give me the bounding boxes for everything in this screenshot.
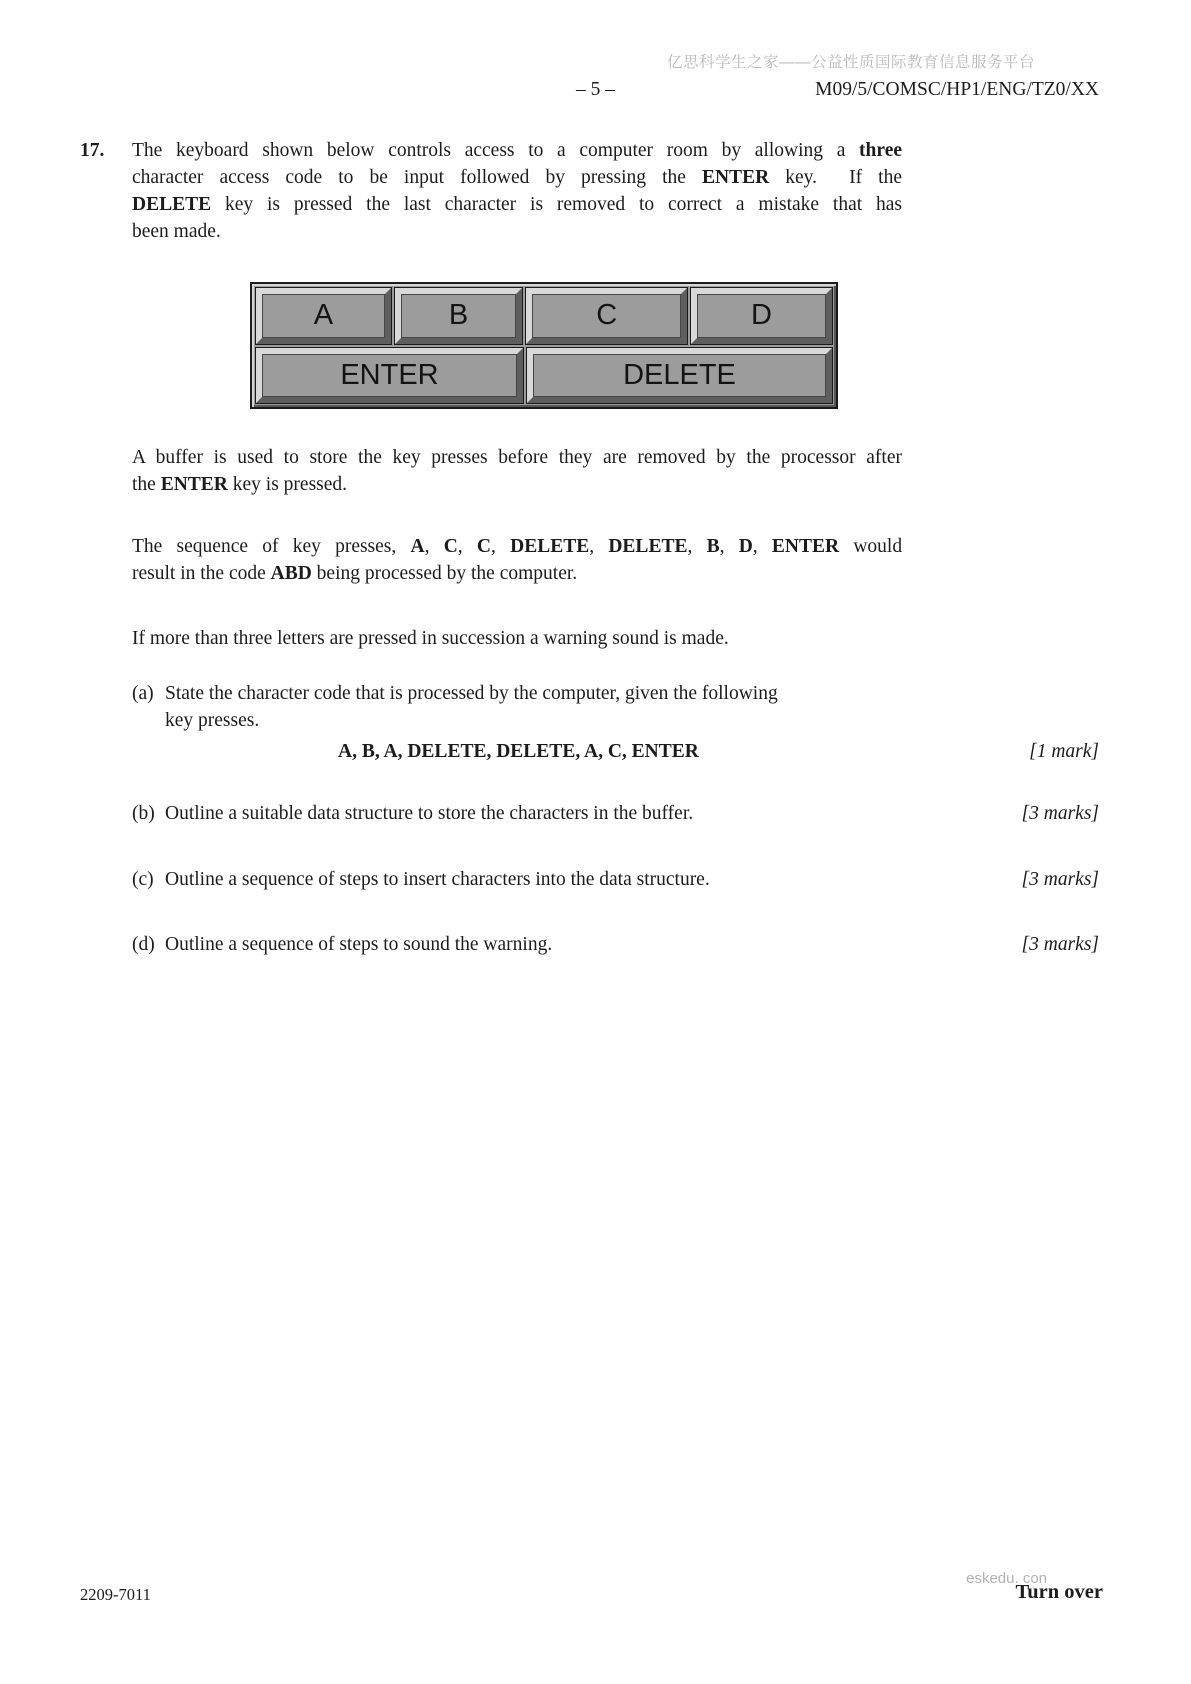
text: result in the code (132, 563, 271, 584)
bold-text: C (443, 536, 458, 557)
part-b-text: Outline a suitable data structure to store the characters in the buffer. (165, 803, 694, 824)
text: would (839, 536, 903, 557)
text: If more than three letters are pressed in succession a warning sound is made. (132, 628, 729, 649)
key-label: B (448, 299, 469, 332)
text-line (132, 471, 902, 498)
text: , (719, 536, 739, 557)
part-c-mark: [3 marks] (1021, 869, 1099, 890)
text-line (132, 533, 902, 560)
keyboard-key-a (256, 288, 391, 344)
bold-text: ENTER (160, 474, 228, 495)
key-label: D (751, 299, 772, 332)
bold-text: ABD (270, 563, 312, 584)
bold-text: D (738, 536, 753, 557)
text: , (457, 536, 477, 557)
key-label: C (596, 299, 618, 332)
text: the (132, 474, 161, 495)
bold-text: ENTER (771, 536, 840, 557)
text: The keyboard shown below controls access to a computer room by allowing a (132, 140, 860, 161)
keyboard-figure (250, 282, 838, 409)
paper-code: M09/5/COMSC/HP1/ENG/TZ0/XX (815, 79, 1099, 100)
bold-text: C (476, 536, 491, 557)
text-line (132, 218, 902, 245)
bold-text: DELETE (510, 536, 590, 557)
keyboard-key-delete (527, 348, 832, 404)
keyboard-function-row (256, 348, 832, 404)
text-line (132, 625, 902, 652)
part-a-text (165, 680, 901, 734)
keyboard-key-d (691, 288, 832, 344)
text-line (132, 444, 902, 471)
part-c-text: Outline a sequence of steps to insert characters into the data structure. (165, 869, 710, 890)
text-line: State the character code that is processed by the computer, given the following (165, 683, 778, 704)
part-d-mark: [3 marks] (1021, 934, 1099, 955)
text-line (132, 164, 902, 191)
part-c-label: (c) (132, 869, 154, 890)
part-d-label: (d) (132, 934, 155, 955)
text: , (687, 536, 707, 557)
text: , (424, 536, 444, 557)
question-intro (132, 137, 902, 245)
key-label: A (313, 299, 334, 332)
text: key. If the (769, 167, 902, 188)
question-number: 17. (80, 140, 105, 161)
part-a-mark: [1 mark] (1029, 741, 1099, 762)
keyboard-key-enter (256, 348, 523, 404)
bold-text: three (859, 140, 902, 161)
bold-text: DELETE (608, 536, 688, 557)
text: , (589, 536, 609, 557)
keyboard-key-b (395, 288, 523, 344)
text-line (132, 191, 902, 218)
text-line: key presses. (165, 710, 260, 731)
keyboard-key-c (526, 288, 687, 344)
paragraph-sequence (132, 533, 902, 587)
text: The sequence of key presses, (132, 536, 411, 557)
text: A buffer is used to store the key presses before they are removed by the processor after (132, 447, 902, 468)
text-line (132, 137, 902, 164)
bold-text: ENTER (701, 167, 770, 188)
keyboard-letter-row (256, 288, 832, 344)
text: , (491, 536, 511, 557)
paragraph-buffer (132, 444, 902, 498)
part-d-text: Outline a sequence of steps to sound the warning. (165, 934, 553, 955)
text: being processed by the computer. (311, 563, 578, 584)
text: , (752, 536, 772, 557)
part-b-label: (b) (132, 803, 155, 824)
key-label: ENTER (340, 358, 439, 391)
part-a-key-sequence: A, B, A, DELETE, DELETE, A, C, ENTER (338, 741, 699, 762)
text: key is pressed the last character is removed to correct a mistake that has (211, 194, 902, 215)
bold-text: A (410, 536, 425, 557)
bold-text: B (706, 536, 720, 557)
page-number: – 5 – (576, 79, 615, 100)
text-line (132, 560, 902, 587)
key-label: DELETE (623, 358, 736, 391)
paragraph-warning (132, 625, 902, 652)
part-b-mark: [3 marks] (1021, 803, 1099, 824)
eskedu-watermark: eskedu. con (966, 1570, 1047, 1587)
chinese-watermark: 亿思科学生之家——公益性质国际教育信息服务平台 (667, 54, 1036, 71)
bold-text: DELETE (132, 194, 212, 215)
document-code: 2209-7011 (80, 1585, 151, 1604)
text: key is pressed. (227, 474, 348, 495)
part-a-label: (a) (132, 683, 154, 704)
text: character access code to be input followed by pressing the (132, 167, 702, 188)
turn-over-label: Turn over (1015, 1581, 1103, 1603)
text: been made. (132, 221, 221, 242)
